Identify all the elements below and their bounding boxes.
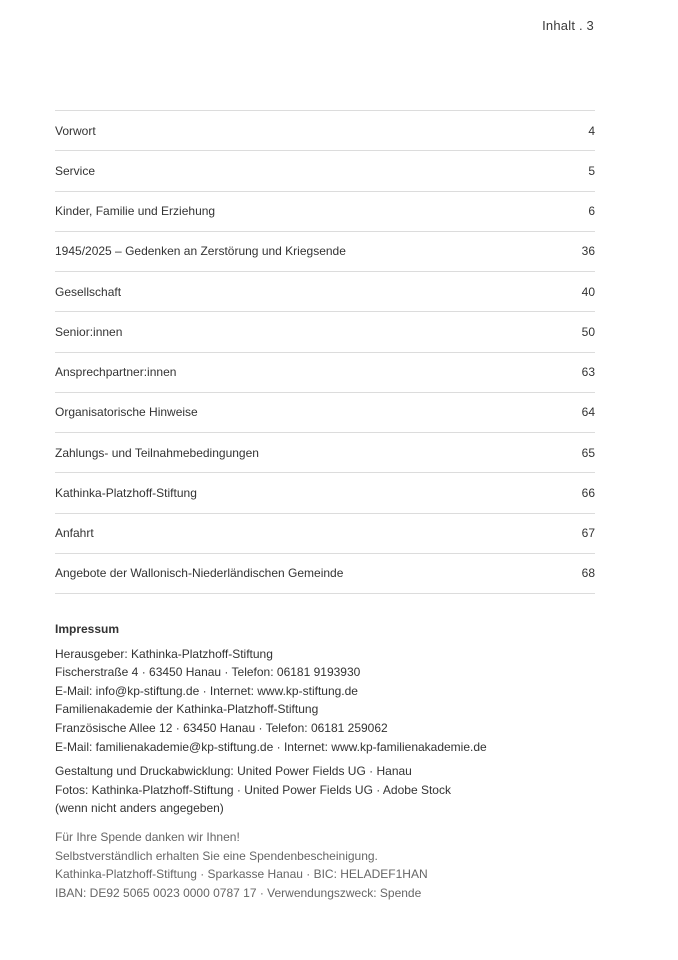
photo-credits-line: Fotos: Kathinka-Platzhoff-Stiftung · United Power Fields UG · Adobe Stock bbox=[55, 782, 451, 797]
design-line: Gestaltung und Druckabwicklung: United Power Fields UG · Hanau bbox=[55, 764, 412, 779]
toc-entry-title: Zahlungs- und Teilnahmebedingungen bbox=[55, 445, 259, 460]
toc-entry-page: 63 bbox=[581, 365, 595, 380]
toc-entry-page: 66 bbox=[581, 485, 595, 500]
donation-block bbox=[55, 828, 615, 902]
toc-entry[interactable] bbox=[55, 312, 595, 352]
academy-contact-line[interactable]: E-Mail: familienakademie@kp-stiftung.de · Internet: www.kp-familienakademie.de bbox=[55, 739, 487, 754]
toc-entry-page: 64 bbox=[581, 405, 595, 420]
photo-credits-note: (wenn nicht anders angegeben) bbox=[55, 801, 224, 816]
toc-entry-page: 50 bbox=[581, 324, 595, 339]
donation-bank-line: Kathinka-Platzhoff-Stiftung · Sparkasse Hanau · BIC: HELADEF1HAN bbox=[55, 867, 428, 882]
publisher-block bbox=[55, 645, 615, 757]
academy-name-line: Familienakademie der Kathinka-Platzhoff-Stiftung bbox=[55, 702, 319, 717]
academy-address-line: Französische Allee 12 · 63450 Hanau · Telefon: 06181 259062 bbox=[55, 720, 388, 735]
toc-entry-title: Anfahrt bbox=[55, 526, 94, 541]
toc-entry-title: Senior:innen bbox=[55, 324, 123, 339]
toc-entry-page: 40 bbox=[581, 284, 595, 299]
toc-entry-title: Organisatorische Hinweise bbox=[55, 405, 198, 420]
toc-entry-title: Kathinka-Platzhoff-Stiftung bbox=[55, 485, 197, 500]
toc-entry[interactable] bbox=[55, 192, 595, 232]
publisher-contact-line[interactable]: E-Mail: info@kp-stiftung.de · Internet: www.kp-stiftung.de bbox=[55, 683, 358, 698]
toc-entry-page: 36 bbox=[581, 244, 595, 259]
toc-entry-title: Gesellschaft bbox=[55, 284, 122, 299]
toc-entry-page: 4 bbox=[588, 123, 595, 138]
toc-entry[interactable] bbox=[55, 393, 595, 433]
toc-entry-title: Angebote der Wallonisch-Niederländischen Gemeinde bbox=[55, 566, 344, 581]
table-of-contents bbox=[55, 110, 595, 594]
publisher-line: Herausgeber: Kathinka-Platzhoff-Stiftung bbox=[55, 646, 273, 661]
page-header-label: Inhalt . 3 bbox=[542, 18, 594, 33]
toc-entry-title: Service bbox=[55, 163, 96, 178]
impressum-title: Impressum bbox=[55, 622, 120, 636]
donation-iban-line: IBAN: DE92 5065 0023 0000 0787 17 · Verwendungszweck: Spende bbox=[55, 885, 422, 900]
toc-entry[interactable] bbox=[55, 554, 595, 594]
toc-entry[interactable] bbox=[55, 111, 595, 151]
design-credits-block bbox=[55, 762, 615, 818]
donation-receipt-note: Selbstverständlich erhalten Sie eine Spendenbescheinigung. bbox=[55, 848, 378, 863]
impressum-section bbox=[55, 620, 615, 902]
toc-entry-page: 6 bbox=[588, 204, 595, 219]
toc-entry-page: 65 bbox=[581, 445, 595, 460]
toc-entry[interactable] bbox=[55, 473, 595, 513]
toc-entry[interactable] bbox=[55, 514, 595, 554]
publisher-address-line: Fischerstraße 4 · 63450 Hanau · Telefon: 06181 9193930 bbox=[55, 665, 361, 680]
toc-entry-title: Ansprechpartner:innen bbox=[55, 365, 177, 380]
toc-entry[interactable] bbox=[55, 353, 595, 393]
toc-entry-title: Kinder, Familie und Erziehung bbox=[55, 204, 216, 219]
toc-entry-title: 1945/2025 – Gedenken an Zerstörung und Kriegsende bbox=[55, 244, 346, 259]
toc-entry[interactable] bbox=[55, 151, 595, 191]
donation-thanks: Für Ihre Spende danken wir Ihnen! bbox=[55, 829, 240, 844]
toc-entry-page: 5 bbox=[588, 163, 595, 178]
toc-entry-page: 67 bbox=[581, 526, 595, 541]
toc-entry[interactable] bbox=[55, 272, 595, 312]
toc-entry[interactable] bbox=[55, 433, 595, 473]
toc-entry-title: Vorwort bbox=[55, 123, 96, 138]
toc-entry[interactable] bbox=[55, 232, 595, 272]
toc-entry-page: 68 bbox=[581, 566, 595, 581]
